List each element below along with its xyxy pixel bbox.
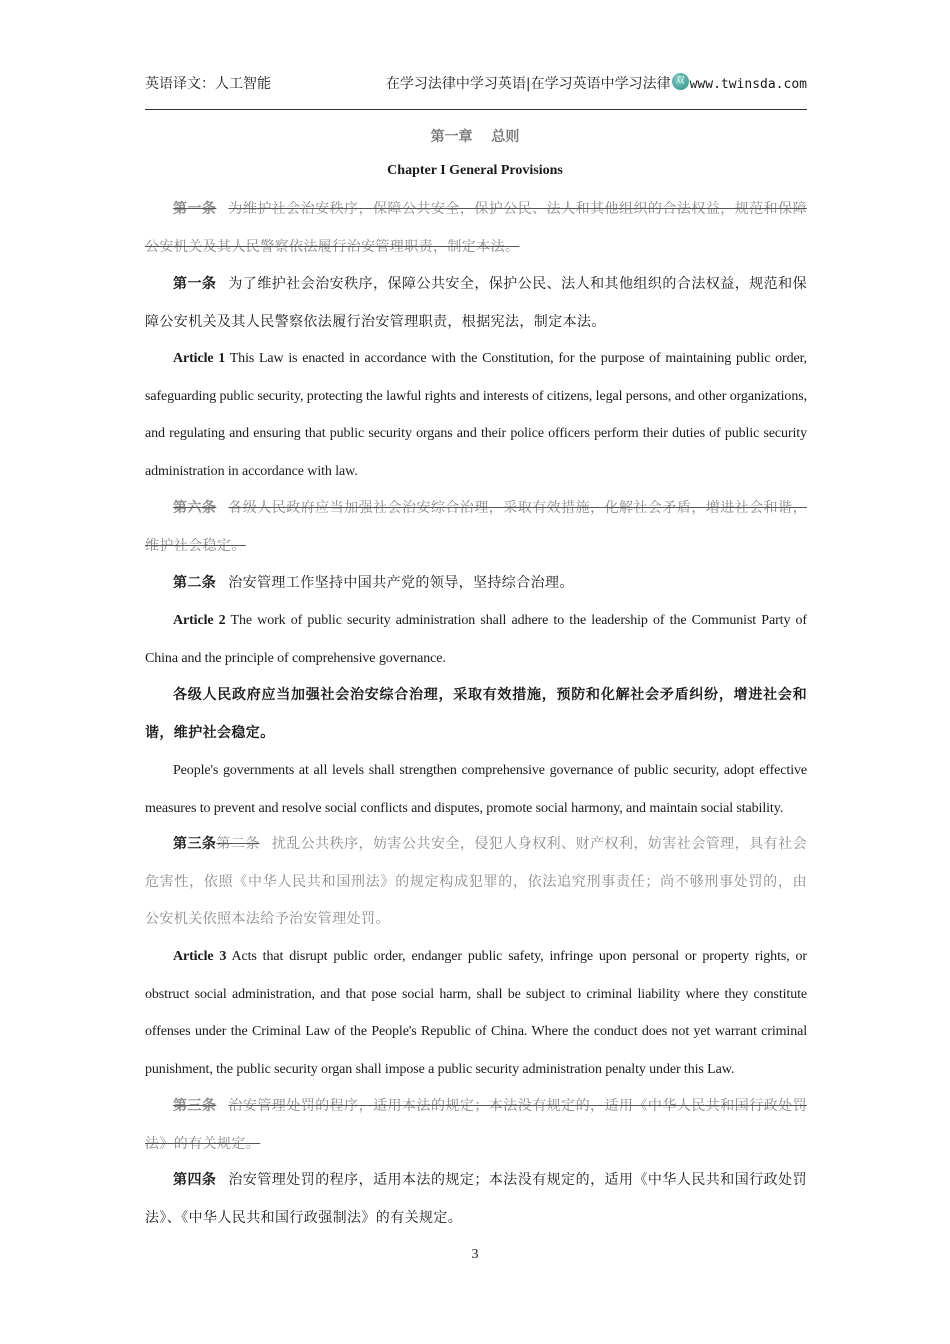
article-2-paragraph-2-cn: 各级人民政府应当加强社会治安综合治理，采取有效措施，预防和化解社会矛盾纠纷，增进社会和谐，维护社会稳定。 <box>145 687 807 741</box>
article-label: 第一条 <box>173 276 217 292</box>
article-label: Article 3 <box>173 949 227 964</box>
header-slogan <box>386 73 807 96</box>
article-label: 第一条 <box>173 201 217 217</box>
chapter-title-cn: 第一章 总则 <box>430 129 520 145</box>
header-divider <box>145 109 807 110</box>
article-label: 第二条 <box>173 575 217 591</box>
article-text: This Law is enacted in accordance with the Constitution, for the purpose of maintaining public order, safeguarding public security, protecting the lawful rights and interests of citizens, legal persons, and other organizations, and regulating and ensuring that public security organs and their police officers perform their duties of public security administration in accordance with law. <box>145 351 807 479</box>
article-text: 各级人民政府应当加强社会治安综合治理，采取有效措施，化解社会矛盾，增进社会和谐，维护社会稳定。 <box>145 500 808 554</box>
twinsda-logo-icon: 双 <box>672 73 689 90</box>
deleted-article-3-cn <box>145 1088 807 1163</box>
article-text: 为了维护社会治安秩序，保障公共安全，保护公民、法人和其他组织的合法权益，规范和保障公安机关及其人民警察依法履行治安管理职责，根据宪法，制定本法。 <box>145 276 808 330</box>
page-header <box>145 70 807 96</box>
deleted-article-1-cn <box>145 191 807 266</box>
chapter-title-en: Chapter I General Provisions <box>387 163 563 178</box>
article-label-struck: 第二条 <box>216 836 260 852</box>
header-title: 英语译文：人工智能 <box>145 76 271 92</box>
header-slogan-text: 在学习法律中学习英语|在学习英语中学习法律 <box>385 76 671 92</box>
article-text: 为维护社会治安秩序，保障公共安全，保护公民、法人和其他组织的合法权益，规范和保障公安机关及其人民警察依法履行治安管理职责，制定本法。 <box>145 201 808 255</box>
article-label: 第四条 <box>173 1172 217 1188</box>
article-1-cn <box>145 266 807 341</box>
article-text: 扰乱公共秩序，妨害公共安全，侵犯人身权利、财产权利，妨害社会管理，具有社会危害性，依照《中华人民共和国刑法》的规定构成犯罪的，依法追究刑事责任；尚不够刑事处罚的，由公安机关依照本法给予治安管理处罚。 <box>145 836 807 927</box>
article-text: 治安管理工作坚持中国共产党的领导，坚持综合治理。 <box>228 575 574 591</box>
article-3-en <box>145 938 807 1088</box>
article-label: Article 1 <box>173 351 226 366</box>
article-4-cn <box>145 1162 807 1237</box>
article-1-en <box>145 340 807 490</box>
article-text: 治安管理处罚的程序，适用本法的规定；本法没有规定的，适用《中华人民共和国行政处罚法》、《中华人民共和国行政强制法》的有关规定。 <box>145 1172 808 1226</box>
article-text: 治安管理处罚的程序，适用本法的规定；本法没有规定的，适用《中华人民共和国行政处罚法》的有关规定。 <box>145 1098 808 1152</box>
article-2-en <box>145 602 807 677</box>
article-label: 第三条 <box>173 836 217 852</box>
article-text: The work of public security administration shall adhere to the leadership of the Communist Party of China and the principle of comprehensive governance. <box>145 613 807 666</box>
article-3-cn <box>145 826 807 939</box>
article-2-paragraph-2-en: People's governments at all levels shall strengthen comprehensive governance of public security, adopt effective measures to prevent and resolve social conflicts and disputes, promote social harmony, and maintain social stability. <box>145 763 807 816</box>
article-2-cn <box>145 565 807 603</box>
article-label: 第三条 <box>173 1098 217 1114</box>
page-number: 3 <box>471 1247 479 1262</box>
article-text: Acts that disrupt public order, endanger public safety, infringe upon personal or property rights, or obstruct social administration, and that pose social harm, shall be subject to criminal liability where they constitute offenses under the Criminal Law of the People's Republic of China. Where the conduct does not yet warrant criminal punishment, the public security organ shall impose a public security administration penalty under this Law. <box>145 949 807 1077</box>
article-label: 第六条 <box>173 500 217 516</box>
deleted-article-6-cn <box>145 490 807 565</box>
header-site-link[interactable]: www.twinsda.com <box>689 77 807 92</box>
article-label: Article 2 <box>173 613 226 628</box>
